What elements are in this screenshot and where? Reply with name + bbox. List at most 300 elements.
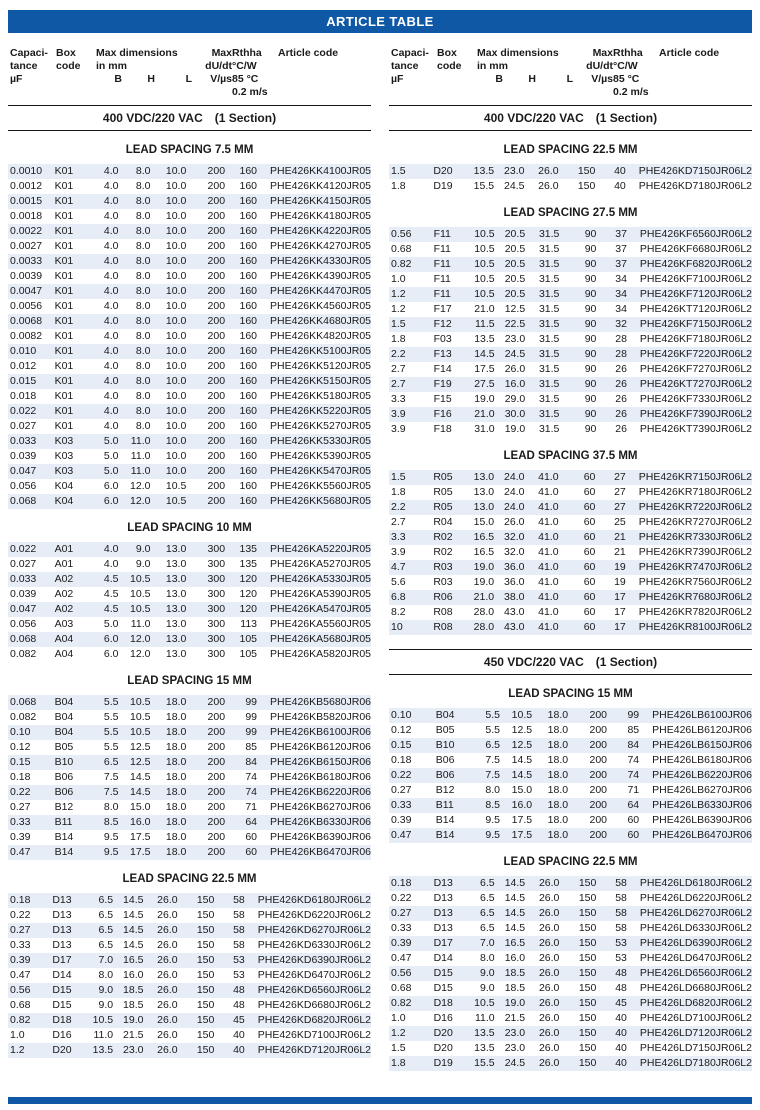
header-capacitance-line: µF [10,73,23,85]
left-sections [8,105,371,1058]
cell-box-code: K01 [54,240,74,252]
cell-dim-b: 19.0 [474,393,495,405]
cell-dim-h: 10.5 [130,711,151,723]
cell-article-code: PHE426KK5560JR05 [270,480,372,492]
cell-article-code: PHE426KA5680JR05 [270,633,372,645]
table-row [8,314,371,329]
cell-dim-b: 5.0 [103,618,119,630]
rows-group [389,708,752,843]
cell-dim-h: 22.5 [504,318,526,330]
cell-rthha: 160 [239,360,258,372]
cell-dim-b: 13.5 [473,165,495,177]
cell-capacitance: 0.15 [10,756,31,768]
header-article-code [265,47,371,99]
cell-rthha: 26 [615,423,627,435]
cell-max-dudt: 150 [196,969,215,981]
cell-dim-h: 8.0 [135,300,151,312]
cell-box-code: B14 [54,846,74,858]
cell-rthha: 40 [614,165,626,177]
cell-article-code: PHE426KB5820JR06 [270,711,372,723]
cell-dim-l: 26.0 [538,1012,560,1024]
header-box-code [56,47,96,99]
cell-article-code: PHE426KK4680JR05 [270,315,372,327]
cell-article-code: PHE426KR7220JR06L2 [638,501,752,513]
cell-max-dudt: 150 [196,984,215,996]
cell-dim-b: 4.0 [103,405,119,417]
cell-max-dudt: 60 [583,561,596,573]
cell-rthha: 60 [627,829,640,841]
header-capacitance-line: Capaci- [391,47,429,59]
cell-dim-h: 23.0 [504,1027,526,1039]
cell-capacitance: 0.82 [391,258,412,270]
cell-article-code: PHE426LD6560JR06L2 [639,967,752,979]
cell-box-code: F19 [433,378,452,390]
table-row [8,923,371,938]
table-row [389,485,752,500]
cell-capacitance: 0.027 [10,420,37,432]
cell-capacitance: 0.033 [10,573,37,585]
cell-box-code: D13 [52,909,72,921]
cell-rthha: 99 [245,696,258,708]
header-max-dimensions [96,47,192,99]
cell-max-dudt: 200 [207,726,226,738]
cell-capacitance: 0.68 [391,243,412,255]
cell-article-code: PHE426KF7390JR06L2 [639,408,752,420]
table-row [389,560,752,575]
cell-box-code: D20 [52,1044,72,1056]
header-rthha-line: Rthha [613,47,643,59]
cell-box-code: B12 [54,801,74,813]
table-row [389,981,752,996]
cell-dim-b: 6.5 [98,894,114,906]
cell-dim-h: 10.5 [130,588,151,600]
cell-article-code: PHE426KF6680JR06L2 [639,243,752,255]
cell-dim-b: 6.5 [98,909,114,921]
cell-dim-l: 18.0 [547,769,569,781]
cell-article-code: PHE426KR7150JR06L2 [638,471,752,483]
cell-dim-h: 8.0 [135,240,151,252]
header-max-dudt [573,47,613,99]
cell-rthha: 160 [239,315,258,327]
cell-rthha: 21 [614,546,626,558]
cell-rthha: 48 [233,984,245,996]
cell-box-code: B06 [435,769,455,781]
cell-dim-l: 41.0 [538,501,559,513]
cell-dim-b: 4.0 [103,558,119,570]
header-max-dudt-line: dU/dt [205,60,232,72]
cell-dim-h: 43.0 [504,621,525,633]
cell-max-dudt: 150 [578,1042,597,1054]
cell-dim-h: 30.0 [504,408,526,420]
table-row [389,828,752,843]
table-row [389,332,752,347]
cell-dim-h: 17.5 [130,831,151,843]
cell-dim-l: 18.0 [547,724,569,736]
cell-capacitance: 1.5 [391,1042,406,1054]
cell-article-code: PHE426LD6330JR06L2 [639,922,752,934]
cell-rthha: 53 [615,937,627,949]
cell-box-code: D13 [52,894,72,906]
cell-dim-h: 10.5 [130,573,151,585]
cell-box-code: A04 [54,633,74,645]
cell-article-code: PHE426LD6680JR06L2 [639,982,752,994]
cell-dim-b: 10.5 [474,288,495,300]
cell-dim-h: 20.5 [504,228,526,240]
cell-box-code: F18 [433,423,452,435]
cell-dim-b: 8.0 [485,784,500,796]
cell-max-dudt: 300 [207,543,226,555]
cell-box-code: F11 [433,288,451,300]
table-row [389,347,752,362]
cell-box-code: D15 [433,982,453,994]
cell-rthha: 160 [239,240,258,252]
table-row [389,813,752,828]
cell-capacitance: 0.0056 [10,300,43,312]
cell-rthha: 17 [614,621,626,633]
table-row [389,575,752,590]
cell-dim-b: 9.0 [98,984,114,996]
table-row [8,770,371,785]
table-row [8,617,371,632]
cell-article-code: PHE426KT7120JR06L2 [639,303,752,315]
cell-article-code: PHE426KK5680JR05 [270,495,372,507]
cell-dim-b: 6.5 [480,907,495,919]
cell-article-code: PHE426LB6270JR06 [652,784,752,796]
cell-dim-b: 9.5 [485,814,500,826]
cell-dim-b: 6.5 [485,739,500,751]
header-dims-sub [96,73,192,86]
table-row [389,164,752,179]
cell-box-code: D16 [52,1029,72,1041]
lead-spacing-heading: LEAD SPACING 22.5 MM [503,856,638,868]
cell-dim-l: 41.0 [538,546,559,558]
cell-max-dudt: 150 [196,939,215,951]
cell-dim-h: 14.5 [123,894,144,906]
cell-max-dudt: 90 [584,288,597,300]
cell-capacitance: 1.5 [391,471,406,483]
table-row [8,710,371,725]
table-row [8,740,371,755]
cell-dim-h: 43.0 [504,606,525,618]
header-dim-b: B [114,73,122,85]
cell-max-dudt: 200 [207,450,226,462]
cell-capacitance: 0.10 [391,709,412,721]
cell-rthha: 160 [239,195,258,207]
cell-max-dudt: 90 [584,243,597,255]
cell-box-code: B05 [54,741,74,753]
cell-article-code: PHE426KD6220JR06L2 [257,909,371,921]
table-row [8,983,371,998]
cell-max-dudt: 90 [584,273,597,285]
header-dim-l: L [185,73,192,85]
cell-dim-h: 12.5 [130,741,151,753]
cell-max-dudt: 150 [196,954,215,966]
cell-dim-h: 36.0 [504,576,525,588]
cell-max-dudt: 200 [207,465,226,477]
cell-article-code: PHE426KB6180JR06 [270,771,372,783]
cell-box-code: D13 [433,907,453,919]
table-row [8,953,371,968]
cell-max-dudt: 200 [207,846,226,858]
table-row [389,1056,752,1071]
cell-max-dudt: 150 [578,997,597,1009]
table-row [389,753,752,768]
cell-box-code: K01 [54,180,74,192]
cell-article-code: PHE426KD7120JR06L2 [257,1044,371,1056]
cell-max-dudt: 200 [207,330,226,342]
cell-dim-b: 4.0 [103,210,119,222]
cell-dim-h: 11.0 [130,618,151,630]
cell-capacitance: 1.5 [391,165,406,177]
cell-rthha: 58 [615,877,627,889]
header-max-dudt-line: dU/dt [586,60,613,72]
table-row [8,224,371,239]
cell-dim-l: 31.5 [538,303,560,315]
cell-dim-b: 10.5 [474,258,495,270]
cell-dim-l: 10.0 [165,420,187,432]
cell-max-dudt: 150 [578,937,597,949]
cell-dim-b: 17.5 [474,363,495,375]
cell-capacitance: 0.0068 [10,315,43,327]
cell-dim-b: 5.0 [103,435,119,447]
cell-dim-h: 14.5 [511,769,533,781]
cell-box-code: B10 [435,739,455,751]
table-row [8,269,371,284]
cell-max-dudt: 90 [584,348,597,360]
cell-box-code: A02 [54,588,74,600]
header-max-dudt [192,47,232,99]
cell-dim-b: 4.5 [103,588,119,600]
header-rthha-line: 85 °C [613,73,640,85]
cell-rthha: 160 [239,450,258,462]
cell-capacitance: 0.82 [10,1014,31,1026]
voltage-section [389,649,752,1071]
cell-dim-l: 18.0 [165,741,187,753]
table-row [389,407,752,422]
cell-rthha: 160 [239,300,258,312]
cell-capacitance: 3.3 [391,393,406,405]
cell-max-dudt: 200 [589,799,608,811]
cell-article-code: PHE426KA5820JR05 [270,648,372,660]
cell-article-code: PHE426KD6180JR06L2 [257,894,371,906]
cell-article-code: PHE426KR7820JR06L2 [638,606,752,618]
cell-capacitance: 0.39 [10,954,31,966]
cell-box-code: D15 [52,999,72,1011]
cell-capacitance: 0.022 [10,543,37,555]
cell-dim-b: 9.5 [103,846,119,858]
table-row [389,470,752,485]
cell-rthha: 28 [615,333,627,345]
cell-capacitance: 0.027 [10,558,37,570]
cell-max-dudt: 150 [578,952,597,964]
cell-article-code: PHE426KB6390JR06 [270,831,372,843]
cell-dim-l: 18.0 [165,831,187,843]
cell-dim-l: 26.0 [157,969,178,981]
cell-capacitance: 0.33 [10,816,31,828]
cell-rthha: 27 [614,501,626,513]
cell-article-code: PHE426LB6330JR06 [652,799,752,811]
table-row [389,921,752,936]
cell-capacitance: 3.3 [391,531,406,543]
table-row [389,422,752,437]
header-rthha-line: °C/W [232,60,257,72]
cell-article-code: PHE426KD6270JR06L2 [257,924,371,936]
cell-dim-h: 8.0 [135,210,151,222]
cell-dim-h: 17.5 [130,846,151,858]
cell-capacitance: 0.056 [10,618,37,630]
cell-dim-b: 13.5 [474,1027,495,1039]
cell-box-code: R04 [433,516,453,528]
voltage-section-header [389,649,752,675]
cell-article-code: PHE426KK5330JR05 [270,435,372,447]
cell-max-dudt: 60 [583,486,596,498]
cell-max-dudt: 200 [207,240,226,252]
cell-dim-h: 12.5 [511,739,533,751]
cell-box-code: K01 [54,375,74,387]
cell-article-code: PHE426LD6220JR06L2 [639,892,752,904]
cell-dim-b: 21.0 [474,303,495,315]
header-article-code-line: Article code [278,47,339,59]
header-capacitance-line: µF [391,73,404,85]
cell-dim-b: 7.5 [103,786,119,798]
cell-article-code: PHE426LD6470JR06L2 [639,952,752,964]
cell-dim-l: 10.0 [165,240,187,252]
cell-dim-b: 4.0 [103,165,119,177]
cell-capacitance: 0.0015 [10,195,43,207]
cell-dim-h: 23.0 [504,165,525,177]
cell-box-code: D13 [433,892,453,904]
cell-dim-b: 4.0 [103,390,119,402]
cell-article-code: PHE426KK5390JR05 [270,450,372,462]
header-rthha-line: 0.2 m/s [613,86,649,98]
cell-article-code: PHE426KK5100JR05 [270,345,372,357]
cell-max-dudt: 60 [583,516,596,528]
cell-article-code: PHE426KK5150JR05 [270,375,372,387]
cell-article-code: PHE426KD6560JR06L2 [257,984,371,996]
cell-rthha: 19 [614,576,626,588]
cell-dim-l: 10.0 [165,180,187,192]
cell-box-code: K01 [54,360,74,372]
cell-max-dudt: 150 [578,877,597,889]
cell-capacitance: 3.9 [391,546,406,558]
bottom-rule-bar [8,1097,752,1104]
cell-dim-l: 13.0 [165,648,187,660]
header-max-dimensions-line: Max dimensions [96,47,178,59]
cell-dim-l: 26.0 [538,165,559,177]
voltage-note: (1 Section) [595,655,658,669]
cell-article-code: PHE426LD6270JR06L2 [639,907,752,919]
cell-max-dudt: 200 [589,754,608,766]
cell-dim-h: 15.0 [511,784,533,796]
cell-capacitance: 0.018 [10,390,37,402]
table-row [8,239,371,254]
cell-article-code: PHE426KR7560JR06L2 [638,576,752,588]
header-max-dimensions [477,47,573,99]
cell-max-dudt: 150 [578,982,597,994]
cell-dim-h: 14.5 [511,754,533,766]
cell-dim-b: 5.0 [103,450,119,462]
cell-max-dudt: 200 [207,831,226,843]
cell-dim-l: 31.5 [538,243,560,255]
cell-article-code: PHE426KB6270JR06 [270,801,372,813]
cell-dim-b: 11.5 [474,318,495,330]
cell-dim-h: 8.0 [135,360,151,372]
cell-capacitance: 0.39 [391,937,412,949]
cell-rthha: 120 [239,573,258,585]
cell-max-dudt: 300 [207,588,226,600]
cell-dim-l: 18.0 [165,846,187,858]
cell-box-code: F11 [433,273,451,285]
cell-box-code: F15 [433,393,452,405]
cell-dim-l: 26.0 [157,1044,178,1056]
cell-dim-h: 16.5 [504,937,526,949]
cell-max-dudt: 90 [584,333,597,345]
cell-rthha: 26 [615,408,627,420]
cell-article-code: PHE426KK4220JR05 [270,225,372,237]
cell-dim-b: 13.5 [474,333,495,345]
cell-dim-h: 24.0 [504,486,525,498]
cell-article-code: PHE426KF7270JR06L2 [639,363,752,375]
cell-capacitance: 0.068 [10,495,37,507]
voltage-note: (1 Section) [595,111,658,125]
cell-rthha: 160 [239,405,258,417]
cell-max-dudt: 300 [207,633,226,645]
table-row [389,302,752,317]
cell-box-code: K01 [54,300,74,312]
cell-dim-l: 41.0 [538,621,559,633]
cell-dim-l: 10.0 [165,390,187,402]
header-rthha-line: 0.2 m/s [232,86,268,98]
table-row [8,938,371,953]
cell-max-dudt: 60 [583,546,596,558]
table-row [389,966,752,981]
cell-dim-h: 14.5 [123,939,144,951]
cell-dim-b: 8.5 [103,816,119,828]
cell-capacitance: 0.056 [10,480,37,492]
table-row [8,632,371,647]
cell-dim-l: 26.0 [157,909,178,921]
cell-dim-l: 31.5 [538,318,560,330]
cell-rthha: 34 [615,303,627,315]
cell-box-code: A04 [54,648,74,660]
cell-max-dudt: 60 [583,591,596,603]
cell-dim-b: 31.0 [474,423,495,435]
cell-article-code: PHE426KA5470JR05 [270,603,372,615]
cell-dim-l: 13.0 [165,633,187,645]
cell-dim-b: 19.0 [473,576,495,588]
cell-dim-h: 23.0 [123,1044,144,1056]
cell-max-dudt: 200 [207,345,226,357]
cell-dim-h: 10.5 [511,709,533,721]
cell-capacitance: 6.8 [391,591,406,603]
cell-max-dudt: 200 [207,435,226,447]
cell-dim-b: 15.5 [474,1057,495,1069]
cell-article-code: PHE426KA5390JR05 [270,588,372,600]
table-row [389,906,752,921]
cell-box-code: F16 [433,408,452,420]
cell-capacitance: 0.068 [10,696,37,708]
table-row [389,392,752,407]
cell-max-dudt: 200 [207,741,226,753]
cell-rthha: 113 [240,618,258,630]
cell-dim-b: 11.0 [93,1029,114,1041]
cell-dim-h: 18.5 [123,999,144,1011]
table-row [389,738,752,753]
rows-group [8,893,371,1058]
cell-dim-b: 7.0 [480,937,495,949]
table-row [389,257,752,272]
cell-dim-l: 10.0 [165,450,187,462]
